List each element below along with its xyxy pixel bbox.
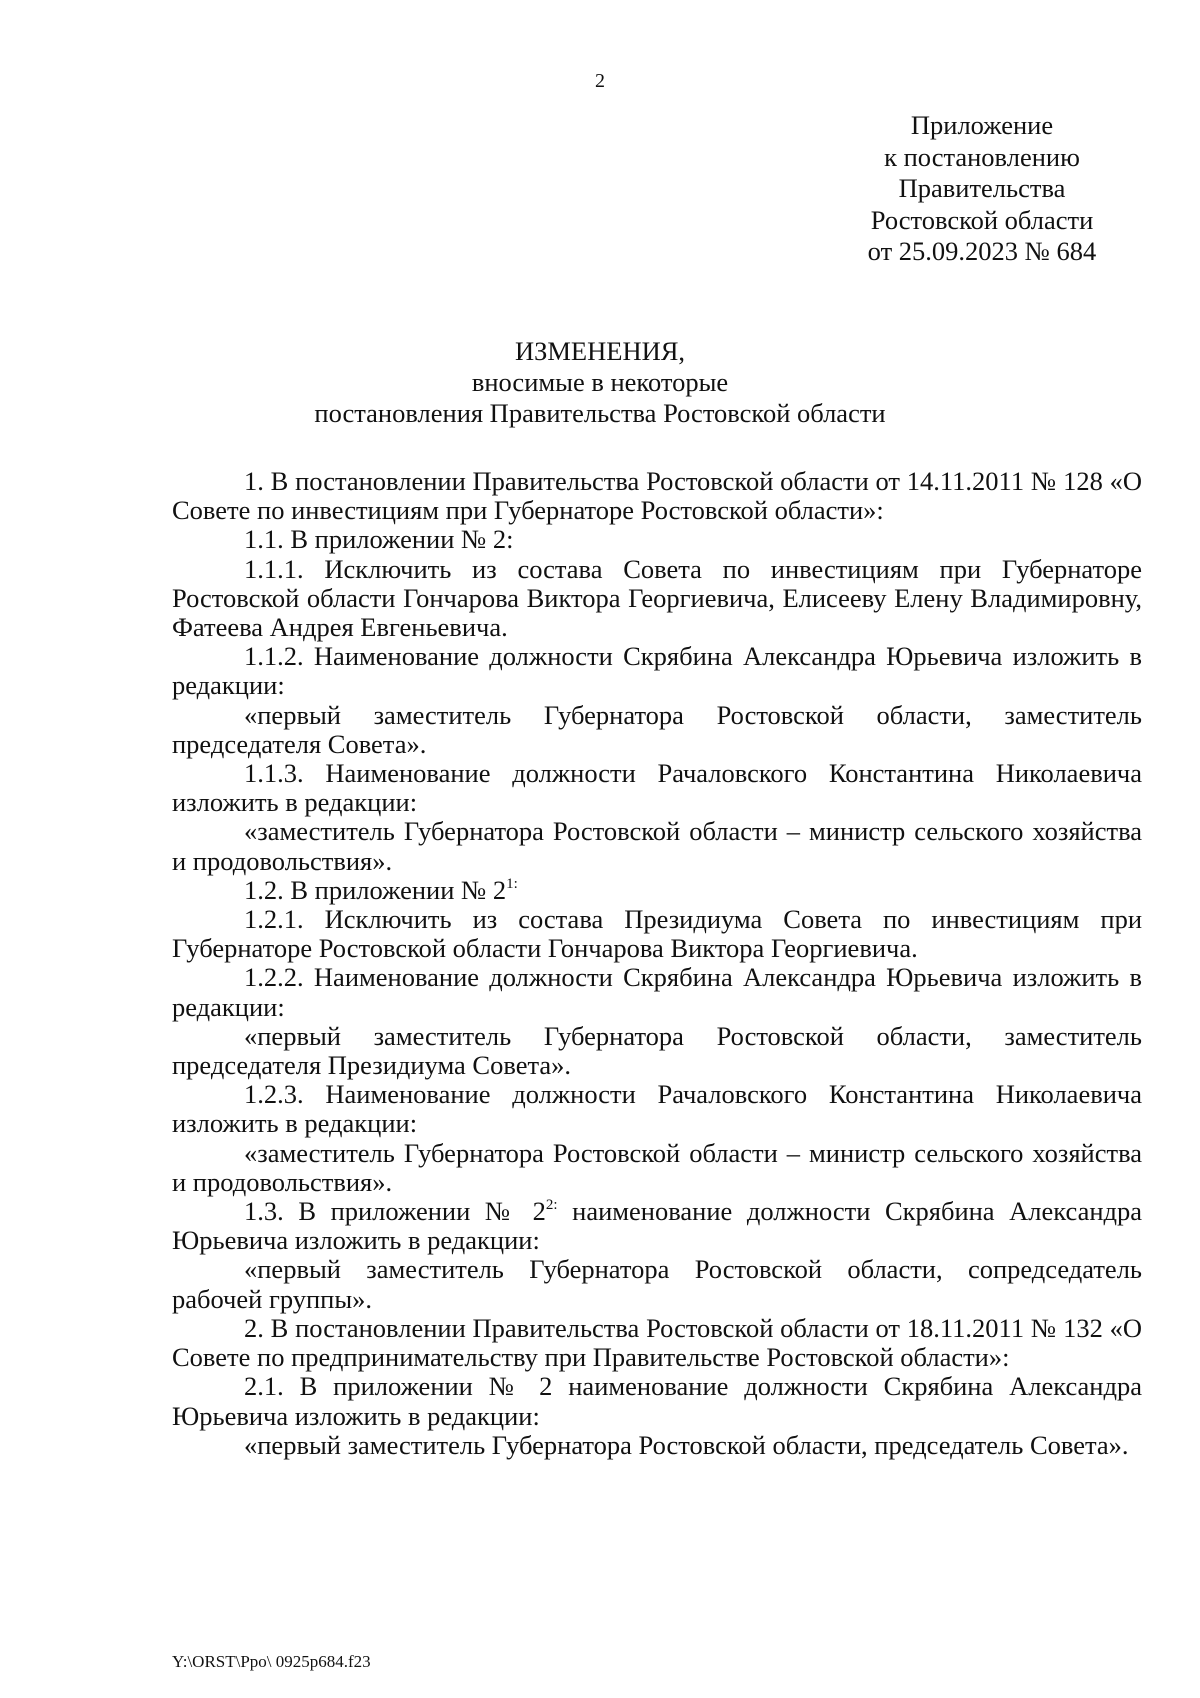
paragraph-1-1-3-quote: «заместитель Губернатора Ростовской области – министр сельского хозяйства и продовольствия».: [172, 816, 1142, 876]
file-path-footer: Y:\ORST\Ppo\ 0925p684.f23: [172, 1652, 371, 1671]
paragraph-1-2-2-quote: «первый заместитель Губернатора Ростовской области, заместитель председателя Президиума Совета».: [172, 1020, 1142, 1081]
appendix-line: Правительства: [898, 173, 1066, 203]
appendix-stamp: [812, 110, 1152, 268]
paragraph-1-2-text: 1.2. В приложении № 2: [244, 874, 507, 905]
title-subtitle: вносимые в некоторые: [471, 367, 729, 397]
paragraph-1-2: [172, 876, 1142, 905]
appendix-line: от 25.09.2023 № 684: [867, 236, 1097, 266]
paragraph-1-1-2-quote: «первый заместитель Губернатора Ростовской области, заместитель председателя Совета».: [172, 699, 1142, 759]
appendix-line: Ростовской области: [870, 204, 1094, 235]
document-title: [0, 336, 1200, 429]
paragraph-1-2-superscript: 1:: [506, 875, 518, 892]
paragraph-1: 1. В постановлении Правительства Ростовской области от 14.11.2011 № 128 «О Совете по инвестициям при Губернаторе Ростовской области»:: [172, 466, 1142, 526]
title-subtitle: постановления Правительства Ростовской области: [314, 398, 886, 428]
paragraph-1-2-3-quote: «заместитель Губернатора Ростовской области – министр сельского хозяйства и продовольствия».: [172, 1137, 1142, 1197]
paragraph-1-2-3: 1.2.3. Наименование должности Рачаловского Константина Николаевича изложить в редакции:: [172, 1079, 1142, 1139]
paragraph-1-1-2: 1.1.2. Наименование должности Скрябина Александра Юрьевича изложить в редакции:: [172, 641, 1142, 701]
paragraph-1-2-1: 1.2.1. Исключить из состава Президиума Совета по инвестициям при Губернаторе Ростовской области Гончарова Виктора Георгиевича.: [172, 904, 1142, 964]
document-body: [172, 467, 1142, 1460]
paragraph-1-3-quote: «первый заместитель Губернатора Ростовской области, сопредседатель рабочей группы».: [172, 1254, 1142, 1314]
paragraph-2-1: 2.1. В приложении № 2 наименование должности Скрябина Александра Юрьевича изложить в редакции:: [172, 1371, 1142, 1431]
appendix-line: к постановлению: [884, 141, 1080, 172]
appendix-line: Приложение: [910, 110, 1054, 140]
paragraph-2-1-quote: «первый заместитель Губернатора Ростовской области, председатель Совета».: [244, 1429, 1129, 1460]
paragraph-1-1-3: 1.1.3. Наименование должности Рачаловского Константина Николаевича изложить в редакции:: [172, 758, 1142, 818]
page-number: 2: [595, 70, 605, 92]
paragraph-1-1: 1.1. В приложении № 2:: [244, 524, 514, 555]
title-heading: ИЗМЕНЕНИЯ,: [514, 336, 686, 366]
paragraph-1-1-1: 1.1.1. Исключить из состава Совета по инвестициям при Губернаторе Ростовской области Гончарова Виктора Георгиевича, Елисееву Елену Владимировну, Фатеева Андрея Евгеньевича.: [172, 553, 1142, 643]
paragraph-1-3-superscript: 2:: [545, 1197, 558, 1214]
paragraph-1-3: [172, 1197, 1142, 1255]
paragraph-1-3-text: 1.3. В приложении № 2: [244, 1196, 546, 1227]
paragraph-1-3-text-rest: наименование должности Скрябина Александра Юрьевича изложить в редакции:: [172, 1196, 1143, 1256]
paragraph-1-2-2: 1.2.2. Наименование должности Скрябина Александра Юрьевича изложить в редакции:: [172, 962, 1142, 1022]
paragraph-2: 2. В постановлении Правительства Ростовской области от 18.11.2011 № 132 «О Совете по предпринимательству при Правительстве Ростовской области»:: [172, 1312, 1142, 1373]
